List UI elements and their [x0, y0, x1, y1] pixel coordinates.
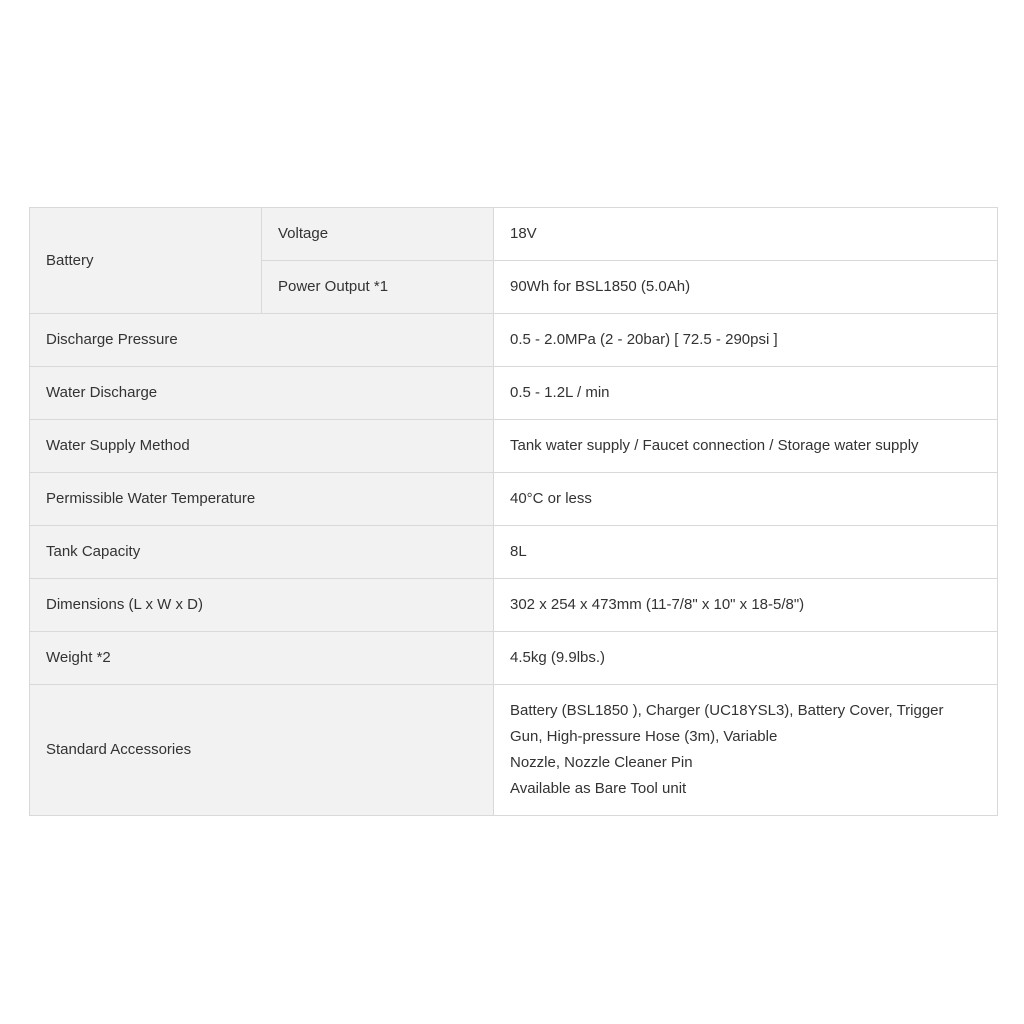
dimensions-value: 302 x 254 x 473mm (11-7/8" x 10" x 18-5/8") — [494, 579, 998, 632]
voltage-label: Voltage — [262, 208, 494, 261]
water-discharge-value: 0.5 - 1.2L / min — [494, 367, 998, 420]
table-row — [30, 420, 998, 473]
table-row — [30, 208, 998, 261]
table-row — [30, 367, 998, 420]
table-row — [30, 526, 998, 579]
table-row — [30, 579, 998, 632]
weight-label: Weight *2 — [30, 632, 494, 685]
power-output-label: Power Output *1 — [262, 261, 494, 314]
battery-label: Battery — [30, 208, 262, 314]
weight-value: 4.5kg (9.9lbs.) — [494, 632, 998, 685]
tank-capacity-label: Tank Capacity — [30, 526, 494, 579]
table-row — [30, 685, 998, 816]
spec-table — [29, 207, 998, 816]
table-row — [30, 632, 998, 685]
standard-accessories-label: Standard Accessories — [30, 685, 494, 816]
accessories-line: Battery (BSL1850 ), Charger (UC18YSL3), Battery Cover, Trigger — [510, 702, 944, 719]
water-supply-method-value: Tank water supply / Faucet connection / Storage water supply — [494, 420, 998, 473]
water-supply-method-label: Water Supply Method — [30, 420, 494, 473]
standard-accessories-value — [494, 685, 998, 816]
table-row — [30, 473, 998, 526]
tank-capacity-value: 8L — [494, 526, 998, 579]
water-discharge-label: Water Discharge — [30, 367, 494, 420]
accessories-line: Nozzle, Nozzle Cleaner Pin — [510, 754, 693, 771]
water-temperature-label: Permissible Water Temperature — [30, 473, 494, 526]
voltage-value: 18V — [494, 208, 998, 261]
power-output-value: 90Wh for BSL1850 (5.0Ah) — [494, 261, 998, 314]
accessories-line: Gun, High-pressure Hose (3m), Variable — [510, 728, 778, 745]
discharge-pressure-label: Discharge Pressure — [30, 314, 494, 367]
water-temperature-value: 40°C or less — [494, 473, 998, 526]
dimensions-label: Dimensions (L x W x D) — [30, 579, 494, 632]
discharge-pressure-value: 0.5 - 2.0MPa (2 - 20bar) [ 72.5 - 290psi ] — [494, 314, 998, 367]
accessories-line: Available as Bare Tool unit — [510, 780, 687, 797]
table-row — [30, 314, 998, 367]
